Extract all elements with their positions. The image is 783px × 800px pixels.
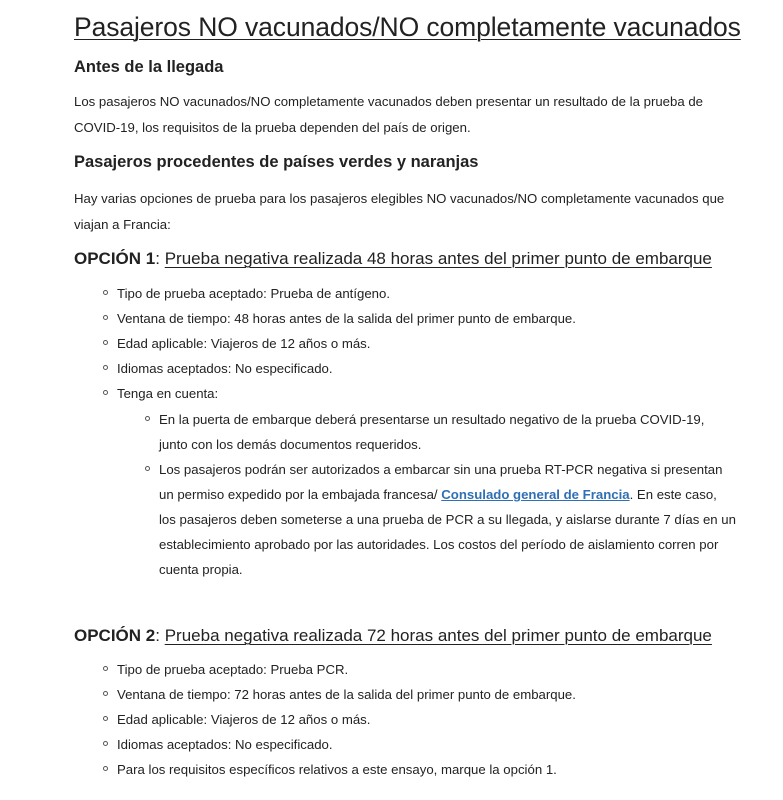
- list-item: Idiomas aceptados: No especificado.: [117, 356, 757, 381]
- list-item: Para los requisitos específicos relativos a este ensayo, marque la opción 1.: [117, 757, 757, 782]
- option2-list: [117, 657, 757, 782]
- before-arrival-text: Los pasajeros NO vacunados/NO completamente vacunados deben presentar un resultado de la prueba de COVID-19, los requisitos de la prueba dependen del país de origen.: [74, 94, 704, 135]
- list-item: En la puerta de embarque deberá presentarse un resultado negativo de la prueba COVID-19, junto con los demás documentos requeridos.: [159, 407, 779, 457]
- green-orange-heading: Pasajeros procedentes de países verdes y naranjas: [74, 153, 479, 171]
- option1-list: [117, 281, 757, 406]
- list-item: Tenga en cuenta:: [117, 381, 757, 406]
- before-arrival-heading: Antes de la llegada: [74, 58, 224, 76]
- circle-bullet-icon: [103, 666, 108, 671]
- page-title: Pasajeros NO vacunados/NO completamente vacunados: [74, 12, 741, 42]
- circle-bullet-icon: [145, 416, 150, 421]
- circle-bullet-icon: [103, 315, 108, 320]
- list-item: Los pasajeros podrán ser autorizados a embarcar sin una prueba RT-PCR negativa si presentan un permiso expedido por la embajada francesa/ Consulado general de Francia. En este caso, los pasajeros deben someterse a una prueba de PCR a su llegada, y aislarse durante 7 días en un establecimiento aprobado por las autoridades. Los costos del período de aislamiento corren por cuenta propia.: [159, 457, 779, 582]
- list-item: Edad aplicable: Viajeros de 12 años o más.: [117, 331, 757, 356]
- circle-bullet-icon: [103, 340, 108, 345]
- circle-bullet-icon: [103, 741, 108, 746]
- option1-label: OPCIÓN 1: [74, 249, 156, 268]
- consulado-general-link[interactable]: Consulado general de Francia: [441, 487, 630, 502]
- circle-bullet-icon: [103, 766, 108, 771]
- circle-bullet-icon: [145, 466, 150, 471]
- list-item: Ventana de tiempo: 48 horas antes de la salida del primer punto de embarque.: [117, 306, 757, 331]
- option2-label: OPCIÓN 2: [74, 626, 156, 645]
- option1-heading: OPCIÓN 1: Prueba negativa realizada 48 horas antes del primer punto de embarque: [74, 249, 712, 268]
- option1-notes-list: [159, 407, 779, 582]
- list-item: Edad aplicable: Viajeros de 12 años o más.: [117, 707, 757, 732]
- list-item: Ventana de tiempo: 72 horas antes de la salida del primer punto de embarque.: [117, 682, 757, 707]
- circle-bullet-icon: [103, 390, 108, 395]
- option2-heading: OPCIÓN 2: Prueba negativa realizada 72 horas antes del primer punto de embarque: [74, 626, 712, 645]
- circle-bullet-icon: [103, 290, 108, 295]
- circle-bullet-icon: [103, 716, 108, 721]
- list-item: Tipo de prueba aceptado: Prueba PCR.: [117, 657, 757, 682]
- green-orange-text: Hay varias opciones de prueba para los pasajeros elegibles NO vacunados/NO completamente vacunados que viajan a Francia:: [74, 191, 725, 232]
- option2-title: Prueba negativa realizada 72 horas antes del primer punto de embarque: [164, 626, 712, 645]
- option1-title: Prueba negativa realizada 48 horas antes del primer punto de embarque: [164, 249, 712, 268]
- list-item: Idiomas aceptados: No especificado.: [117, 732, 757, 757]
- circle-bullet-icon: [103, 365, 108, 370]
- circle-bullet-icon: [103, 691, 108, 696]
- list-item: Tipo de prueba aceptado: Prueba de antígeno.: [117, 281, 757, 306]
